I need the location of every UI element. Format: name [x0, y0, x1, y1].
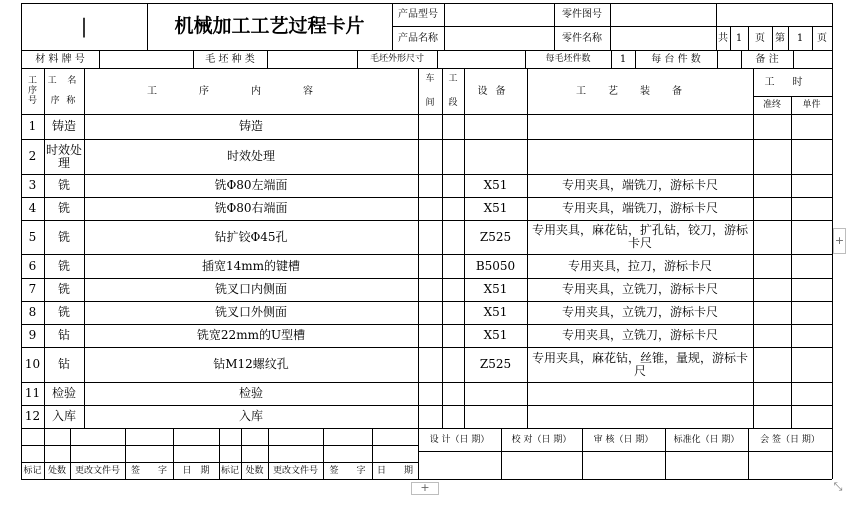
step-name[interactable]: 铣 [57, 201, 70, 215]
step-equipment[interactable]: X51 [483, 201, 508, 215]
step-content[interactable]: 铣叉口外侧面 [214, 305, 287, 319]
step-section[interactable] [442, 197, 464, 220]
step-tooling[interactable] [527, 382, 753, 405]
grid-line [21, 254, 832, 255]
step-section[interactable] [442, 220, 464, 254]
step-section[interactable] [442, 347, 464, 382]
grid-line [444, 3, 445, 50]
step-name[interactable]: 铣 [57, 282, 70, 296]
step-workshop[interactable] [418, 174, 442, 197]
grid-line [788, 26, 789, 50]
step-setup-time[interactable] [753, 254, 791, 278]
blank-size-value[interactable] [437, 50, 525, 68]
step-setup-time[interactable] [753, 324, 791, 347]
grid-line [267, 50, 268, 68]
step-no[interactable]: 11 [24, 386, 41, 400]
step-setup-time[interactable] [753, 197, 791, 220]
step-no[interactable]: 4 [28, 201, 37, 215]
grid-line [611, 50, 612, 68]
step-content[interactable]: 入库 [238, 409, 263, 423]
step-unit-time[interactable] [791, 220, 832, 254]
grid-line [173, 428, 174, 479]
grid-line [21, 479, 832, 480]
step-unit-time[interactable] [791, 301, 832, 324]
step-tooling[interactable]: 专用夹具，拉刀，游标卡尺 [567, 258, 712, 273]
step-workshop[interactable] [418, 301, 442, 324]
parts-per-blank-value[interactable]: 1 [619, 53, 627, 65]
step-workshop[interactable] [418, 220, 442, 254]
signature-value[interactable] [582, 451, 665, 479]
signature-value[interactable] [418, 451, 501, 479]
blank-type-label: 毛 坯 种 类 [205, 53, 255, 65]
grid-line [418, 451, 832, 452]
total-label: 共 [718, 32, 728, 44]
grid-line [21, 68, 832, 69]
part-drawing-no-value[interactable] [610, 3, 832, 26]
grid-line [464, 114, 465, 428]
step-workshop[interactable] [418, 197, 442, 220]
grid-line [21, 278, 832, 279]
grid-line [442, 68, 443, 114]
step-unit-time[interactable] [791, 382, 832, 405]
revision-label: 签 字 [130, 465, 167, 476]
signature-label: 设 计（日 期） [429, 434, 490, 445]
grid-line [582, 428, 583, 479]
step-unit-time[interactable] [791, 254, 832, 278]
page-unit-label: 页 [755, 32, 765, 44]
signature-value[interactable] [501, 451, 582, 479]
step-setup-time[interactable] [753, 301, 791, 324]
step-equipment[interactable]: Z525 [479, 229, 512, 244]
step-name[interactable]: 铣 [57, 305, 70, 319]
grid-line [525, 50, 526, 68]
remarks-value[interactable] [793, 50, 832, 68]
grid-line [527, 114, 528, 428]
page-number[interactable]: 1 [796, 32, 804, 44]
grid-line [21, 382, 832, 383]
step-setup-time[interactable] [753, 347, 791, 382]
material-value[interactable] [99, 50, 193, 68]
step-setup-time[interactable] [753, 139, 791, 174]
grid-line [21, 347, 832, 348]
col-header-tooling: 工艺装备 [576, 85, 704, 97]
step-equipment[interactable]: X51 [483, 282, 508, 296]
grid-line [753, 96, 832, 97]
step-no[interactable]: 7 [28, 282, 37, 296]
revision-label: 处数 [245, 465, 264, 476]
revision-label: 日 期 [376, 465, 413, 476]
step-tooling[interactable]: 专用夹具，立铣刀，游标卡尺 [561, 282, 718, 296]
grid-line [635, 50, 636, 68]
step-setup-time[interactable] [753, 114, 791, 139]
step-section[interactable] [442, 382, 464, 405]
step-setup-time[interactable] [753, 220, 791, 254]
step-section[interactable] [442, 405, 464, 428]
step-unit-time[interactable] [791, 174, 832, 197]
step-unit-time[interactable] [791, 324, 832, 347]
col-header-unit: 单件 [802, 100, 821, 110]
step-content[interactable]: 铣Φ80左端面 [214, 178, 288, 192]
step-workshop[interactable] [418, 405, 442, 428]
step-content[interactable]: 插宽14mm的键槽 [201, 258, 301, 273]
revision-label: 签 字 [329, 465, 366, 476]
col-header-step-no: 工 序 号 [27, 76, 37, 106]
plus-icon: + [420, 481, 430, 494]
step-section[interactable] [442, 324, 464, 347]
part-name-label: 零件名称 [562, 32, 602, 44]
step-content[interactable]: 时效处理 [226, 149, 275, 163]
parts-per-unit-value[interactable] [717, 50, 741, 68]
step-equipment[interactable] [464, 114, 527, 139]
blank-type-value[interactable] [267, 50, 357, 68]
step-workshop[interactable] [418, 324, 442, 347]
step-workshop[interactable] [418, 347, 442, 382]
parts-per-blank-label: 每毛坯件数 [545, 54, 591, 64]
grid-line [357, 50, 358, 68]
step-tooling[interactable]: 专用夹具，立铣刀，游标卡尺 [561, 305, 718, 319]
revision-label: 更改文件号 [272, 465, 318, 476]
step-setup-time[interactable] [753, 382, 791, 405]
step-content[interactable]: 铣宽22mm的U型槽 [196, 328, 306, 342]
grid-line [99, 50, 100, 68]
grid-line [21, 301, 832, 302]
grid-line [21, 3, 22, 479]
step-name[interactable]: 铸造 [51, 119, 76, 133]
page-unit-label-2: 页 [817, 32, 827, 44]
grid-line [21, 3, 832, 4]
grid-line [125, 428, 126, 479]
revision-label: 日 期 [182, 465, 210, 476]
step-tooling[interactable]: 专用夹具，麻花钻，丝锥，量规，游标卡尺 [531, 350, 748, 378]
step-section[interactable] [442, 174, 464, 197]
grid-line [147, 3, 148, 50]
step-section[interactable] [442, 301, 464, 324]
grid-line [527, 68, 528, 114]
grid-line [753, 68, 754, 114]
parts-per-unit-label: 每 台 件 数 [651, 53, 701, 65]
step-section[interactable] [442, 139, 464, 174]
grid-line [418, 428, 419, 479]
plus-icon: + [834, 234, 845, 247]
step-tooling[interactable] [527, 405, 753, 428]
step-unit-time[interactable] [791, 347, 832, 382]
step-workshop[interactable] [418, 114, 442, 139]
grid-line [84, 114, 85, 428]
step-tooling[interactable] [527, 114, 753, 139]
grid-line [21, 50, 832, 51]
signature-label: 会 签（日 期） [760, 434, 820, 445]
grid-line [84, 68, 85, 114]
grid-line [437, 50, 438, 68]
product-name-label: 产品名称 [398, 32, 438, 44]
step-no[interactable]: 5 [28, 229, 37, 244]
step-tooling[interactable]: 专用夹具，立铣刀，游标卡尺 [561, 328, 718, 342]
grid-line [372, 428, 373, 479]
grid-line [268, 428, 269, 479]
step-equipment[interactable]: X51 [483, 178, 508, 192]
page-label: 第 [775, 32, 785, 44]
grid-line [610, 3, 611, 50]
revision-label: 标记 [23, 465, 42, 476]
grid-line [219, 428, 220, 479]
step-equipment[interactable]: X51 [483, 305, 508, 319]
grid-line [21, 324, 832, 325]
step-unit-time[interactable] [791, 114, 832, 139]
step-no[interactable]: 8 [28, 305, 37, 319]
grid-line [716, 3, 717, 50]
part-name-value[interactable] [610, 26, 716, 50]
table-resize-handle[interactable] [832, 482, 844, 494]
grid-line [741, 50, 742, 68]
grid-line [748, 428, 749, 479]
resize-icon: ⤡ [833, 480, 843, 493]
step-unit-time[interactable] [791, 405, 832, 428]
grid-line [21, 114, 832, 115]
product-model-value[interactable] [444, 3, 554, 26]
step-name[interactable]: 钻 [57, 328, 70, 342]
step-workshop[interactable] [418, 382, 442, 405]
step-name[interactable]: 检验 [51, 386, 76, 400]
signature-label: 审 核（日 期） [593, 434, 654, 445]
grid-line [21, 174, 832, 175]
grid-line [791, 96, 792, 114]
step-section[interactable] [442, 278, 464, 301]
col-header-section: 工 段 [448, 74, 458, 108]
grid-line [748, 26, 749, 50]
remarks-label: 备 注 [755, 53, 779, 65]
grid-line [21, 220, 832, 221]
grid-line [44, 68, 45, 114]
grid-line [392, 3, 393, 50]
step-name[interactable]: 铣 [57, 229, 70, 244]
step-content[interactable]: 钻M12螺纹孔 [213, 357, 289, 371]
step-unit-time[interactable] [791, 139, 832, 174]
add-column-handle[interactable] [833, 228, 846, 254]
add-row-handle[interactable] [411, 482, 439, 495]
step-tooling[interactable]: 专用夹具，端铣刀，游标卡尺 [561, 178, 718, 192]
step-unit-time[interactable] [791, 197, 832, 220]
step-name[interactable]: 入库 [51, 409, 76, 423]
grid-line [554, 3, 555, 50]
text-cursor-mark: | [80, 14, 88, 38]
step-name[interactable]: 铣 [57, 258, 70, 273]
grid-line [44, 114, 45, 428]
step-no[interactable]: 12 [24, 409, 41, 423]
step-workshop[interactable] [418, 139, 442, 174]
grid-line [70, 428, 71, 479]
grid-line [501, 428, 502, 479]
grid-line [772, 26, 773, 50]
signature-label: 校 对（日 期） [511, 434, 572, 445]
step-tooling[interactable]: 专用夹具，麻花钻，扩孔钻，铰刀，游标卡尺 [531, 223, 748, 250]
step-equipment[interactable]: B5050 [475, 258, 516, 273]
revision-label: 标记 [220, 465, 239, 476]
step-equipment[interactable] [464, 139, 527, 174]
grid-line [21, 405, 832, 406]
step-name[interactable]: 铣 [57, 178, 70, 192]
step-name[interactable]: 时效处理 [46, 142, 83, 170]
grid-line [323, 428, 324, 479]
signature-value[interactable] [748, 451, 832, 479]
signature-value[interactable] [665, 451, 748, 479]
grid-line [392, 26, 832, 27]
process-card-table [21, 3, 832, 479]
company-logo-area[interactable] [21, 3, 147, 50]
product-name-value[interactable] [444, 26, 554, 50]
grid-line [21, 428, 832, 429]
step-name[interactable]: 钻 [57, 357, 70, 371]
step-no[interactable]: 6 [28, 258, 37, 273]
col-header-equipment: 设备 [477, 85, 514, 97]
signature-label: 标准化（日 期） [673, 434, 740, 445]
product-model-label: 产品型号 [398, 9, 438, 20]
blank-size-label: 毛坯外形尺寸 [369, 54, 424, 64]
step-no[interactable]: 1 [28, 119, 37, 133]
grid-line [791, 114, 792, 428]
grid-line [21, 197, 832, 198]
step-content[interactable]: 钻扩铰Φ45孔 [214, 229, 288, 244]
grid-line [793, 50, 794, 68]
step-no[interactable]: 2 [28, 149, 37, 163]
revision-label: 更改文件号 [74, 465, 120, 476]
grid-line [665, 428, 666, 479]
grid-line [442, 114, 443, 428]
step-setup-time[interactable] [753, 405, 791, 428]
step-section[interactable] [442, 114, 464, 139]
grid-line [717, 50, 718, 68]
grid-line [44, 428, 45, 479]
step-setup-time[interactable] [753, 278, 791, 301]
step-equipment[interactable] [464, 382, 527, 405]
step-unit-time[interactable] [791, 278, 832, 301]
col-header-hours: 工时 [764, 76, 821, 88]
step-equipment[interactable] [464, 405, 527, 428]
grid-line [464, 68, 465, 114]
grid-line [730, 26, 731, 50]
grid-line [812, 26, 813, 50]
col-header-content: 工序内容 [147, 85, 355, 97]
material-label: 材 料 牌 号 [35, 53, 85, 65]
step-equipment[interactable]: Z525 [479, 357, 512, 371]
step-content[interactable]: 铣叉口内侧面 [214, 282, 287, 296]
revision-label: 处数 [47, 465, 66, 476]
grid-line [241, 428, 242, 479]
grid-line [753, 114, 754, 428]
col-header-step-name: 工 名 序 称 [47, 76, 81, 106]
step-workshop[interactable] [418, 254, 442, 278]
total-pages[interactable]: 1 [735, 32, 743, 44]
grid-line [193, 50, 194, 68]
step-content[interactable]: 检验 [238, 386, 263, 400]
step-no[interactable]: 9 [28, 328, 37, 342]
step-content[interactable]: 铣Φ80右端面 [214, 201, 288, 215]
step-no[interactable]: 10 [24, 357, 41, 371]
step-workshop[interactable] [418, 278, 442, 301]
step-tooling[interactable] [527, 139, 753, 174]
grid-line [21, 139, 832, 140]
step-tooling[interactable]: 专用夹具，端铣刀，游标卡尺 [561, 201, 718, 215]
part-drawing-no-label: 零件图号 [562, 9, 602, 20]
step-content[interactable]: 铸造 [238, 119, 263, 133]
card-title: 机械加工工艺过程卡片 [174, 15, 365, 37]
grid-line [418, 68, 419, 114]
step-equipment[interactable]: X51 [483, 328, 508, 342]
grid-line [418, 114, 419, 428]
col-header-setup: 准终 [762, 100, 781, 110]
col-header-workshop: 车 间 [425, 74, 435, 108]
step-no[interactable]: 3 [28, 178, 37, 192]
step-setup-time[interactable] [753, 174, 791, 197]
step-section[interactable] [442, 254, 464, 278]
